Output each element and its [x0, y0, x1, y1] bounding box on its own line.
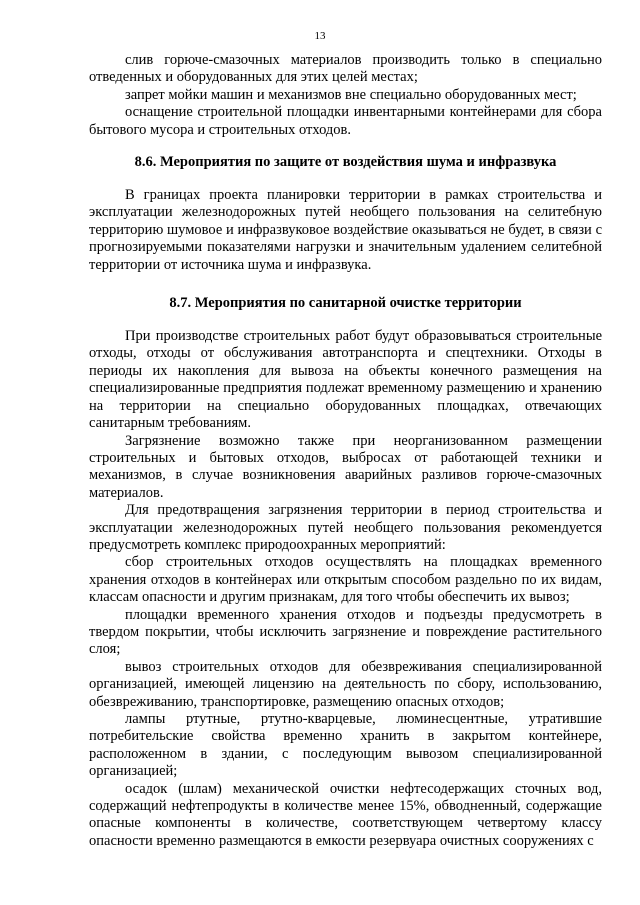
list-item: вывоз строительных отходов для обезвреживания специализированной организацией, имеющей лицензию на деятельность по сбору, использованию, обезвреживанию, транспортировке, размещению опасных отходов;	[89, 658, 602, 710]
section-heading-8-7: 8.7. Мероприятия по санитарной очистке территории	[169, 295, 522, 312]
list-item: осадок (шлам) механической очистки нефтесодержащих сточных вод, содержащий нефтепродукты в количестве менее 15%, обводненный, содержащие опасные компоненты в количестве, соответствующем четвертому классу опасности временно размещаются в емкости резервуара очистных сооружениях с	[89, 780, 602, 849]
paragraph: слив горюче-смазочных материалов производить только в специально отведенных и оборудованных для этих целей местах;	[89, 52, 602, 86]
page-content	[89, 52, 602, 850]
list-item: сбор строительных отходов осуществлять на площадках временного хранения отходов в контейнерах или открытым способом раздельно по их видам, классам опасности и другим признакам, для того чтобы обеспечить их вывоз;	[89, 554, 602, 606]
page-number: 13	[314, 30, 326, 42]
paragraph: При производстве строительных работ будут образовываться строительные отходы, отходы от обслуживания автотранспорта и спецтехники. Отходы в периоды их накопления для вывоза на объекты конечного размещения на специализированные предприятия подлежат временному размещению и хранению на территории на специально оборудованных площадках, отвечающих санитарным требованиям.	[89, 328, 602, 432]
list-item: лампы ртутные, ртутно-кварцевые, люминесцентные, утратившие потребительские свойства временно хранить в закрытом контейнере, расположенном в здании, с последующим вывозом специализированной организацией;	[89, 711, 602, 780]
paragraph: запрет мойки машин и механизмов вне специально оборудованных мест;	[125, 86, 577, 103]
paragraph: Загрязнение возможно также при неорганизованном размещении строительных и бытовых отходов, выбросах от работающей техники и механизмов, в случае возникновения аварийных разливов горюче-смазочных материалов.	[89, 432, 602, 501]
list-item: площадки временного хранения отходов и подъезды предусмотреть в твердом покрытии, чтобы исключить загрязнение и повреждение растительного слоя;	[89, 606, 602, 658]
paragraph: Для предотвращения загрязнения территории в период строительства и эксплуатации железнодорожных путей необщего пользования рекомендуется предусмотреть комплекс природоохранных мероприятий:	[89, 502, 602, 553]
section-heading-8-6: 8.6. Мероприятия по защите от воздействия шума и инфразвука	[134, 154, 557, 171]
paragraph: В границах проекта планировки территории в рамках строительства и эксплуатации железнодорожных путей необщего пользования на селитебную территорию шумовое и инфразвуковое воздействие оказываться не будет, в связи с прогнозируемыми показателями нагрузки и значительным удалением селитебной территории от источника шума и инфразвука.	[89, 187, 602, 273]
paragraph: оснащение строительной площадки инвентарными контейнерами для сбора бытового мусора и строительных отходов.	[89, 104, 602, 138]
